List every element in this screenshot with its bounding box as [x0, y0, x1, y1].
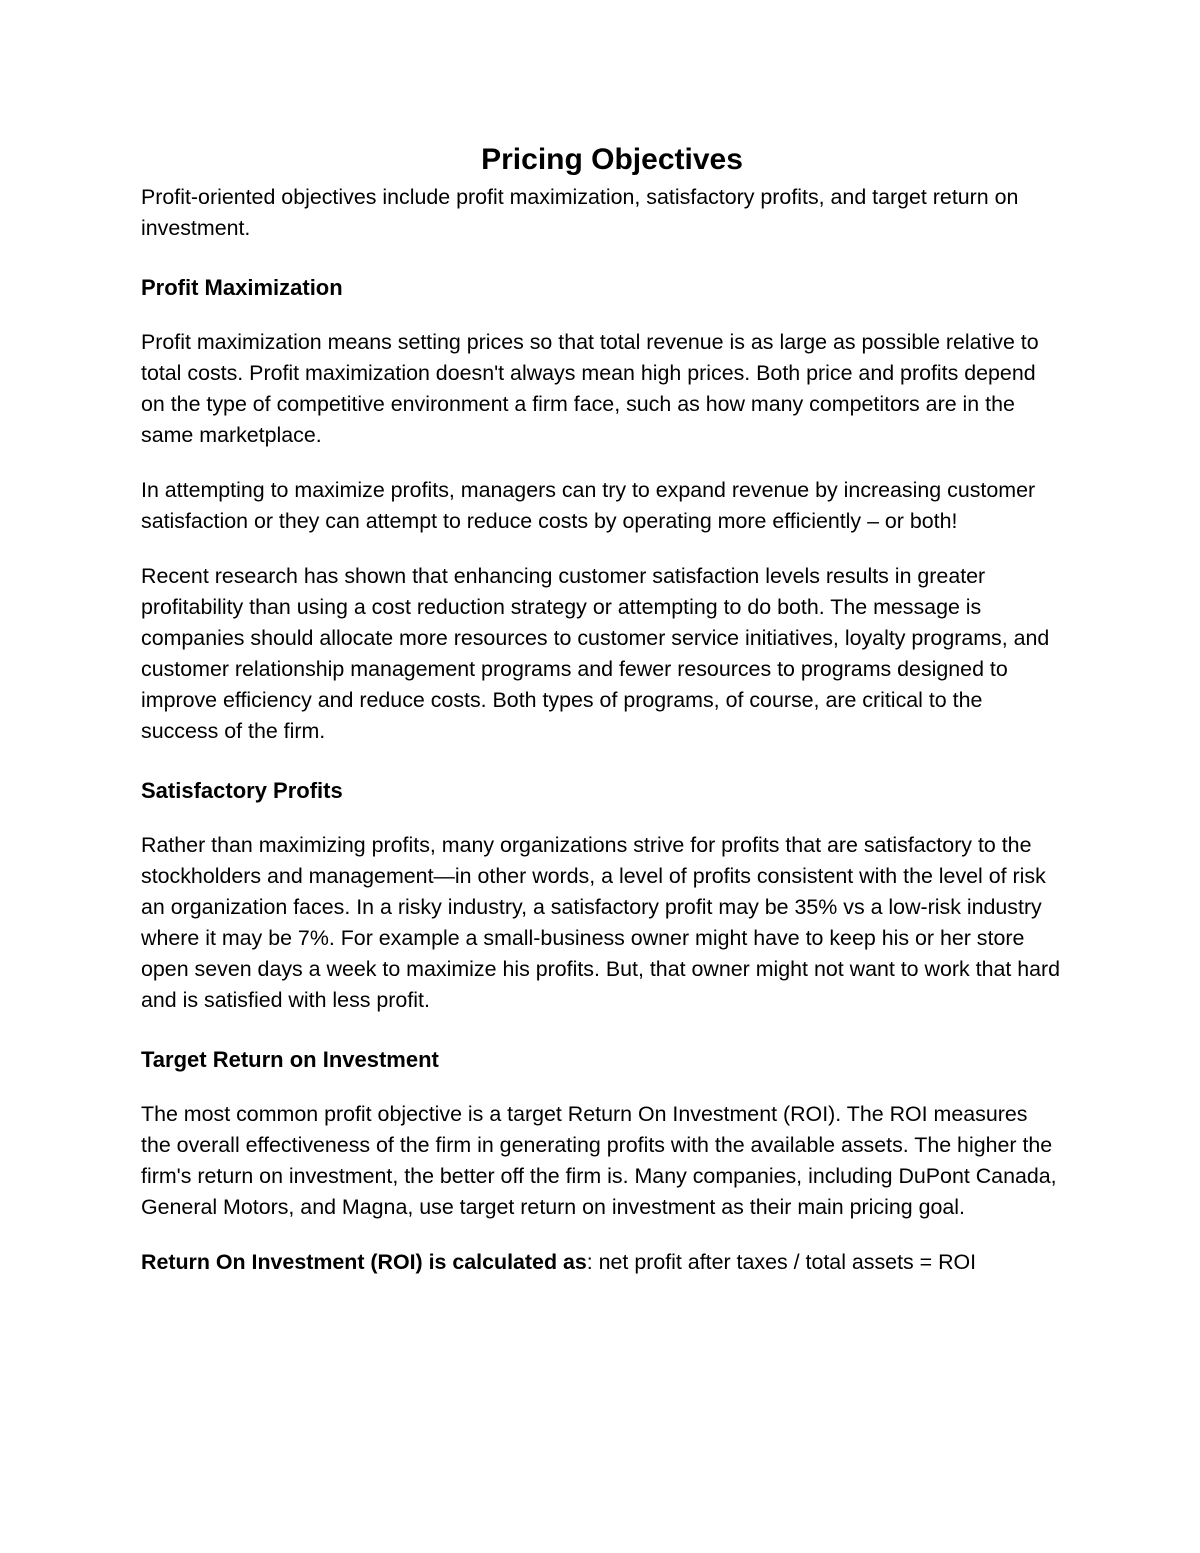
paragraph: Recent research has shown that enhancing customer satisfaction levels results in greater profitability than using a cost reduction strategy or attempting to do both. The message is companies should allocate more resources to customer service initiatives, loyalty programs, and customer relationship management programs and fewer resources to programs designed to improve efficiency and reduce costs. Both types of programs, of course, are critical to the success of the firm. [141, 564, 1050, 743]
document-page [141, 140, 1061, 1278]
intro-paragraph: Profit-oriented objectives include profit maximization, satisfactory profits, and target return on investment. [141, 185, 1019, 240]
formula-text: : net profit after taxes / total assets = ROI [586, 1250, 977, 1274]
paragraph: In attempting to maximize profits, managers can try to expand revenue by increasing customer satisfaction or they can attempt to reduce costs by operating more efficiently – or both! [141, 478, 1036, 533]
section-heading-satisfactory-profits: Satisfactory Profits [141, 778, 343, 803]
paragraph: Profit maximization means setting prices so that total revenue is as large as possible relative to total costs. Profit maximization doesn't always mean high prices. Both price and profits depend on the type of competitive environment a firm face, such as how many competitors are in the same marketplace. [141, 330, 1039, 447]
paragraph: The most common profit objective is a target Return On Investment (ROI). The ROI measures the overall effectiveness of the firm in generating profits with the available assets. The higher the firm's return on investment, the better off the firm is. Many companies, including DuPont Canada, General Motors, and Magna, use target return on investment as their main pricing goal. [141, 1102, 1057, 1219]
formula-label: Return On Investment (ROI) is calculated as [141, 1250, 587, 1274]
page-title: Pricing Objectives [481, 143, 743, 176]
section-heading-target-return: Target Return on Investment [141, 1047, 439, 1072]
section-heading-profit-maximization: Profit Maximization [141, 275, 343, 300]
paragraph: Rather than maximizing profits, many organizations strive for profits that are satisfactory to the stockholders and management—in other words, a level of profits consistent with the level of risk an organization faces. In a risky industry, a satisfactory profit may be 35% vs a low-risk industry where it may be 7%. For example a small-business owner might have to keep his or her store open seven days a week to maximize his profits. But, that owner might not want to work that hard and is satisfied with less profit. [141, 833, 1061, 1012]
formula-paragraph [141, 1247, 1061, 1278]
